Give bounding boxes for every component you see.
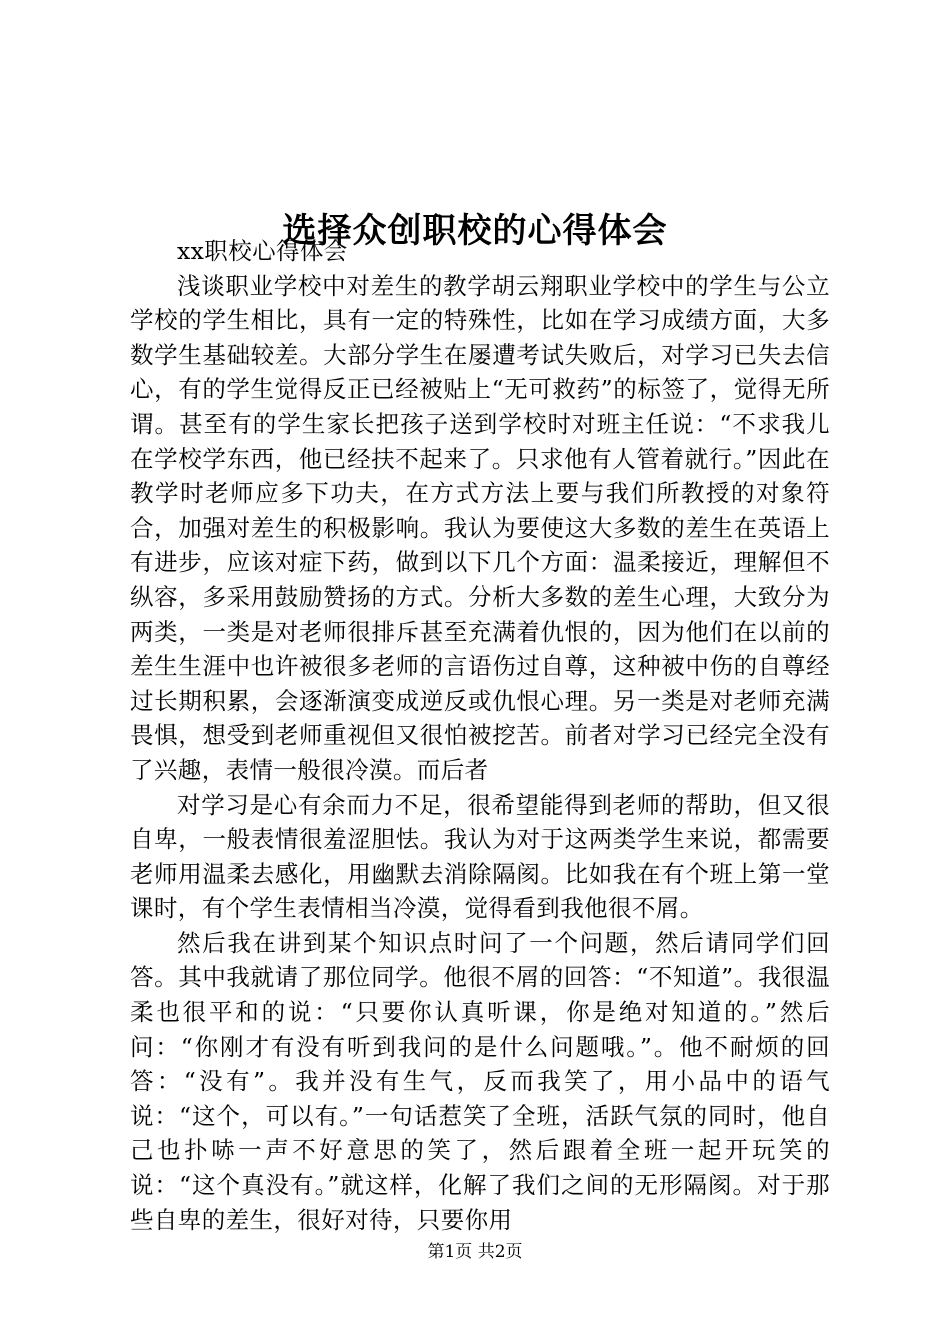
page-number: 第1页 共2页	[427, 1242, 523, 1262]
page-footer	[0, 1240, 950, 1264]
paragraph: 然后我在讲到某个知识点时问了一个问题，然后请同学们回答。其中我就请了那位同学。他很不屑的回答：“不知道”。我很温柔也很平和的说：“只要你认真听课，你是绝对知道的。”然后问：“你刚才有没有听到我问的是什么问题哦。”。他不耐烦的回答：“没有”。我并没有生气，反而我笑了，用小品中的语气说：“这个，可以有。”一句话惹笑了全班，活跃气氛的同时，他自己也扑哧一声不好意思的笑了，然后跟着全班一起开玩笑的说：“这个真没有。”就这样，化解了我们之间的无形隔阂。对于那些自卑的差生，很好对待，只要你用	[130, 928, 830, 1234]
document-body	[130, 234, 830, 1237]
paragraph: 对学习是心有余而力不足，很希望能得到老师的帮助，但又很自卑，一般表情很羞涩胆怯。我认为对于这两类学生来说，都需要老师用温柔去感化，用幽默去消除隔阂。比如我在有个班上第一堂课时，有个学生表情相当冷漠，觉得看到我他很不屑。	[130, 790, 830, 923]
paragraph: 浅谈职业学校中对差生的教学胡云翔职业学校中的学生与公立学校的学生相比，具有一定的特殊性，比如在学习成绩方面，大多数学生基础较差。大部分学生在屡遭考试失败后，对学习已失去信心，有的学生觉得反正已经被贴上“无可救药”的标签了，觉得无所谓。甚至有的学生家长把孩子送到学校时对班主任说：“不求我儿在学校学东西，他已经扶不起来了。只求他有人管着就行。”因此在教学时老师应多下功夫，在方式方法上要与我们所教授的对象符合，加强对差生的积极影响。我认为要使这大多数的差生在英语上有进步，应该对症下药，做到以下几个方面：温柔接近，理解但不纵容，多采用鼓励赞扬的方式。分析大多数的差生心理，大致分为两类，一类是对老师很排斥甚至充满着仇恨的，因为他们在以前的差生生涯中也许被很多老师的言语伤过自尊，这种被中伤的自尊经过长期积累，会逐渐演变成逆反或仇恨心理。另一类是对老师充满畏惧，想受到老师重视但又很怕被挖苦。前者对学习已经完全没有了兴趣，表情一般很冷漠。而后者	[130, 271, 830, 784]
paragraph-subtitle: xx职校心得体会	[177, 237, 348, 265]
page-title: 选择众创职校的心得体会	[282, 210, 668, 251]
